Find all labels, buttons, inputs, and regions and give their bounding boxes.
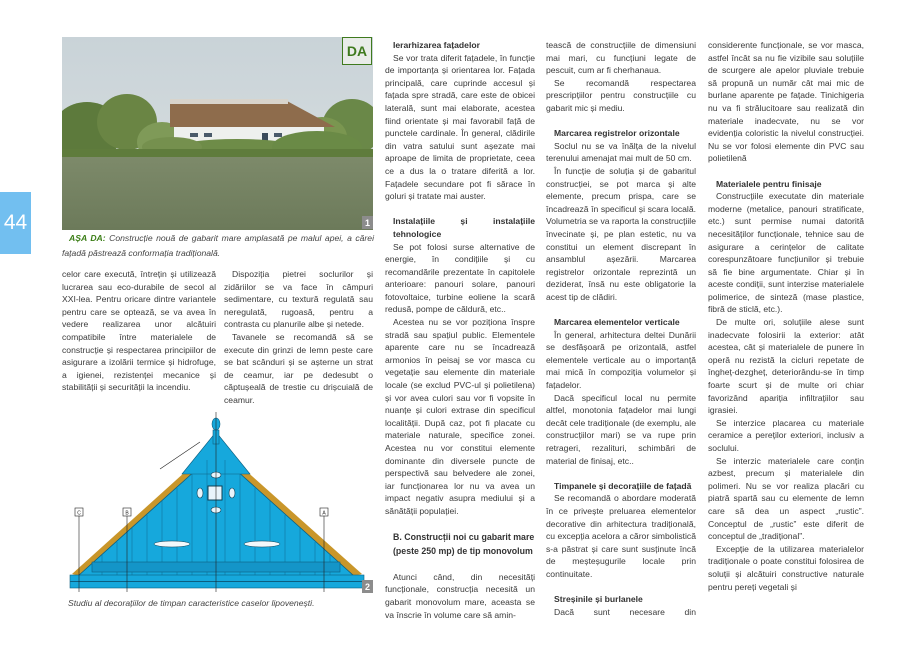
photo-lakeside-building (62, 37, 373, 230)
text-column-e (708, 39, 864, 593)
figure-1-number: 1 (362, 216, 373, 229)
page-number-tab (0, 192, 31, 254)
paragraph: Atunci când, din necesități funcționale, construcția necesită un gabarit monovolum mare, aceasta se va înscrie în volume care să amin- (385, 571, 535, 620)
heading-streasinile: Streșinile și burlanele (554, 594, 643, 605)
page-number: 44 (3, 211, 28, 234)
paragraph: Se interzic materialele care conțin azbest, precum și materialele din polimeri. Nu se vor realiza placări cu piatră spartă sau cu elemente de lemn care să dea un aspect „rustic”. Conceptul de „rustic” este diferit de conceptul de „tradițional”. (708, 455, 864, 542)
da-badge: DA (342, 37, 372, 65)
figure-2-number: 2 (362, 580, 373, 593)
caption-lead: AȘA DA: (69, 233, 106, 243)
heading-ierarhizarea-fatadelor: Ierarhizarea fațadelor (393, 40, 480, 50)
heading-timpanele: Timpanele și decorațiile de fațadă (554, 480, 692, 491)
paragraph: Soclul nu se va înălța de la nivelul terenului amenajat mai mult de 50 cm. (546, 140, 696, 164)
lipovan-gable-illustration (62, 412, 370, 592)
paragraph: De multe ori, soluțiile alese sunt inadecvate folosirii la exterior: atât acestea, cât și materialele de punere în operă nu rezistă la cicluri repetate de îngheț-dezgheț, deteriorându-se în timp foarte scurt și de multe ori chiar favorizând apariția infiltrațiilor sau igrasiei. (708, 317, 864, 416)
paragraph: Se interzice placarea cu materiale ceramice a pereților exteriori, inclusiv a soclului. (708, 417, 864, 453)
paragraph: Dispoziția pietrei soclurilor și zidăriilor se va face în câmpuri sedimentare, cu textură regulată sau neregulată, rugoasă, pentru a contrasta cu planurile albe și netede. (224, 269, 373, 330)
gable-decoration-drawing (62, 412, 370, 592)
heading-section-b: B. Construcții noi cu gabarit mare (peste 250 mp) de tip monovolum (393, 532, 535, 557)
paragraph: Se recomandă o abordare moderată în ce privește preluarea elementelor decorative din arhitectura tradițională, cu excepția acelora a căror simbolistică s-a păstrat și care sunt susținute încă de meșteșugurile locale prin continuitate. (546, 493, 696, 579)
paragraph: În funcție de soluția și de gabaritul construcției, se pot marca și alte elemente, precum prispa, care se încadrează în specificul și scara locală. Volumetria se va raporta la construcțiile învecinate și, pe plan estetic, nu va constitui un element discrepant în ansamblul așezării. Marcarea registrelor orizontale reprezintă un deziderat, însă nu este obligatorie la acest tip de clădiri. (546, 165, 696, 302)
paragraph: Excepție de la utilizarea materialelor tradiționale o poate constitui folosirea de soluții și alcătuiri constructive naturale pentru pereți vegetali și (708, 543, 864, 592)
marker-c: C (77, 510, 81, 517)
heading-registre-orizontale: Marcarea registrelor orizontale (554, 128, 680, 139)
paragraph: Construcțiile executate din materiale moderne (metalice, panouri stratificate, etc.) sunt permise numai datorită necesităților funcționale, tehnice sau de asigurare a cerințelor de calitate corespunzătoare funcțiunilor și trebuie să fie bine argumentate. Chiar și în aceste condiții, sunt interzise materialele polimerice, de sinteză (mase plastice, fibră de sticlă, etc.). (708, 191, 864, 315)
heading-materiale-finisaje: Materialele pentru finisaje (716, 178, 822, 189)
marker-b: B (125, 510, 129, 517)
paragraph: tească de construcțiile de dimensiuni mai mari, cu funcțiuni legate de pescuit, cum ar fi cherhanaua. (546, 40, 696, 76)
figure-2-caption: Studiu al decorațiilor de timpan caracteristice caselor lipovenești. (68, 598, 315, 608)
text-column-c (385, 39, 535, 621)
paragraph: Se vor trata diferit fațadele, în funcție de importanța și orientarea lor. Fațada principală, care cuprinde accesul și fațada spre stradă, care este de obicei laterală, sunt mai elaborate, acestea fiind orientate și mai favorabil față de punctele cardinale. În general, clădirile din vatra satului sunt așezate mai aproape de limita de proprietate, ceea ce a dus la o tratare diferită a lor. Fațadele secundare pot fi sărace în goluri și tratate mai auster. (385, 52, 535, 202)
paragraph: Dacă specificul local nu permite altfel, monotonia fațadelor mai lungi decât cele tradiționale (de exemplu, ale construcțiilor mari) se va rupe prin retrageri, rezalituri, schimbări de material de finisaj, etc.. (546, 392, 696, 466)
text-column-a (62, 268, 216, 394)
text-column-b (224, 268, 373, 407)
paragraph: Se recomandă respectarea prescripțiilor pentru construcțiile cu gabarit mic și mediu. (546, 77, 696, 113)
paragraph: Se pot folosi surse alternative de energie, în condițiile și cu recomandările prezentate în capitolele anterioare: panouri solare, panouri fotovoltaice, turbine eoliene la scară redusă, pompe de căldură, etc.. (385, 241, 535, 315)
heading-instalatiile: Instalațiile și instalațiile tehnologice (393, 216, 535, 239)
marker-a: A (322, 510, 326, 517)
paragraph: celor care execută, întrețin și utilizează lucrarea sau eco-durabile de secol al XXI-lea. Pentru oricare dintre variantele pentru care se optează, se va avea în vedere realizarea unor alcătuiri compatibile între materialele de construcție și respectarea principiilor de asigurare a izolării termice și hidrofuge, a igienei, rezistenței mecanice și stabilității și securității la incendiu. (62, 269, 216, 393)
text-column-d (546, 39, 696, 618)
paragraph: considerente funcționale, se vor masca, astfel încât sa nu fie vizibile sau soluțiile de scurgere ale apelor pluviale trebuie să propună un număr cât mai mic de burlane aparente pe fațade. Tinichigeria nu va fi strălucitoare sau realizată din materiale inadecvate, nu se vor evidenția coloristic la nivelul construcției. Nu se vor folosi elemente din PVC sau polietilenă (708, 40, 864, 164)
lakeside-thatched-house-image (62, 37, 373, 230)
paragraph: Dacă sunt necesare din (554, 606, 696, 617)
paragraph: Acestea nu se vor poziționa înspre stradă sau spațiul public. Elementele aparente care nu se încadrează armonios în peisaj se vor masca cu vegetație sau elemente din materiale locale (se exclud PVC-ul și polietilena) și vor avea culori sau vor fi vopsite în nuanțe și culori extrase din specificul localității. După caz, pot fi placate cu materiale naturale, specifice zonei. Acestea nu vor constitui elemente dominante din diversele puncte de perspectivă sau belvedere ale zonei, iar funcționarea lor nu va avea un impact negativ asupra mediului și a sănătății populației. (385, 317, 535, 516)
paragraph: În general, arhitectura deltei Dunării se desfășoară pe orizontală, astfel elementele verticale au o importanță mai mică în compoziția volumelor și fațadelor. (546, 329, 696, 391)
paragraph: Tavanele se recomandă să se execute din grinzi de lemn peste care se bat scânduri și se așterne un strat de ceamur, iar pe dedesubt o căptușeală de trestie cu drișcuială de ceamur. (224, 331, 373, 405)
caption-text: Construcție nouă de gabarit mare amplasată pe malul apei, a cărei fațadă păstrează conformația tradițională. (62, 233, 374, 258)
heading-elemente-verticale: Marcarea elementelor verticale (554, 317, 680, 328)
figure-1-caption (62, 231, 374, 261)
